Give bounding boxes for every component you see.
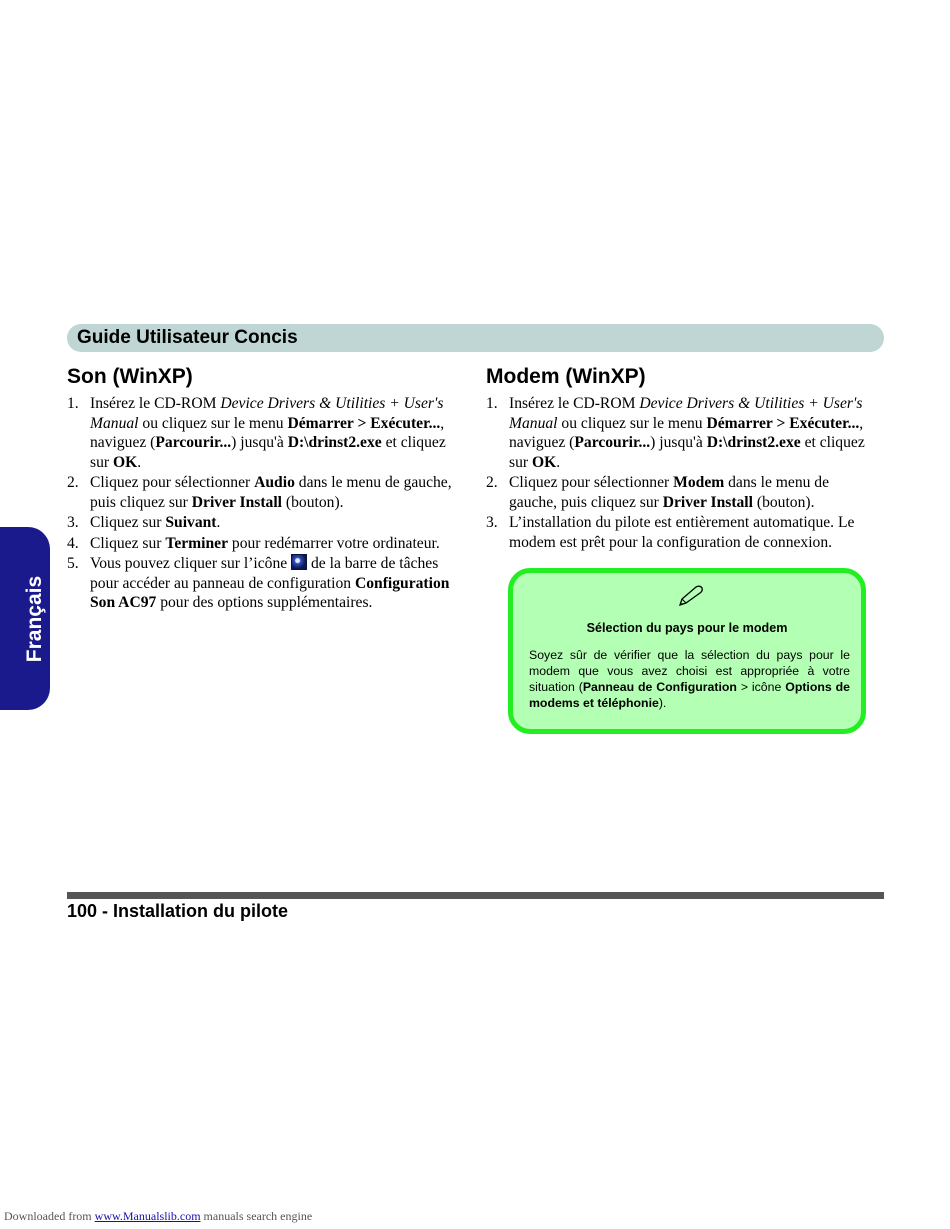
text-run: L’installation du pilote est entièrement automatique. Le modem est prêt pour la configuration de connexion. (509, 514, 855, 551)
text-run: . (137, 453, 142, 471)
text-run: Options de modems et téléphonie (529, 680, 850, 710)
text-run: ) jusqu'à (650, 434, 707, 451)
text-run: Soyez sûr de vérifier que la sélection du pays pour le modem que vous avez choisi est appropriée à votre situation ( (529, 648, 850, 694)
text-run: Terminer (165, 534, 229, 552)
text-run: Parcourir... (574, 434, 651, 451)
text-run: Audio (254, 474, 295, 491)
text-run: Cliquez pour sélectionner (509, 474, 674, 491)
step-number: 5. (67, 555, 79, 572)
modem-steps-list (486, 394, 878, 552)
step-item (486, 394, 878, 472)
text-run: Device Drivers & Utilities + User's Manual (509, 395, 863, 432)
text-run: Insérez le CD-ROM (509, 395, 640, 412)
step-number: 2. (486, 474, 498, 491)
text-run: (bouton). (752, 493, 815, 511)
text-run: dans le menu de gauche, puis cliquez sur (509, 474, 830, 511)
step-item (67, 554, 463, 613)
text-run: ). (658, 696, 667, 710)
text-run: OK (531, 453, 557, 471)
language-side-tab-label (20, 527, 50, 710)
text-run: et cliquez sur (509, 434, 865, 471)
text-run: Driver Install (662, 493, 753, 511)
step-item (67, 473, 463, 512)
step-number: 1. (486, 395, 498, 412)
text-run: Exécuter... (370, 414, 441, 432)
manualslib-link[interactable]: www.Manualslib.com (94, 1209, 201, 1223)
text-run: , naviguez ( (90, 414, 445, 451)
step-item (486, 473, 878, 512)
text-run: . (216, 514, 221, 531)
text-run: (bouton). (282, 493, 344, 511)
text-run: Cliquez sur (90, 534, 166, 552)
text-run: Driver Install (191, 493, 283, 511)
page-footer: 100 - Installation du pilote (67, 901, 289, 921)
step-item (67, 394, 463, 472)
text-run: Vous pouvez cliquer sur l’icône (90, 555, 292, 572)
text-run: Insérez le CD-ROM (90, 395, 221, 412)
step-item (67, 534, 463, 554)
download-watermark (4, 1209, 312, 1224)
text-run: ou cliquez sur le menu (557, 414, 707, 432)
text-run: Panneau de Configuration (582, 680, 737, 694)
text-run: et cliquez sur (90, 434, 446, 471)
text-run: Modem (673, 474, 725, 491)
step-item (67, 513, 463, 533)
text-run: Cliquez sur (90, 514, 166, 531)
text-run: Cliquez pour sélectionner (90, 474, 255, 491)
text-run: OK (112, 453, 138, 471)
text-run: Device Drivers & Utilities + User's Manual (90, 395, 444, 432)
son-section (67, 364, 463, 614)
step-number: 3. (486, 514, 498, 531)
watermark-prefix: Downloaded from (4, 1209, 95, 1223)
text-run: Parcourir... (155, 434, 232, 451)
text-run: dans le menu de gauche, puis cliquez sur (90, 474, 452, 511)
text-run: D:\drinst2.exe (706, 434, 801, 451)
text-run: Configuration Son AC97 (90, 574, 450, 611)
modem-heading: Modem (WinXP) (486, 365, 646, 388)
son-steps-list (67, 394, 463, 613)
text-run: > icône (736, 680, 786, 694)
text-run: pour redémarrer votre ordinateur. (228, 534, 440, 552)
step-number: 1. (67, 395, 79, 412)
son-heading: Son (WinXP) (67, 365, 193, 388)
step-number: 3. (67, 514, 79, 531)
audio-tray-icon (291, 554, 307, 570)
note-text (529, 647, 850, 711)
text-run: pour des options supplémentaires. (156, 594, 373, 611)
text-run: Suivant (165, 514, 217, 531)
step-number: 2. (67, 474, 79, 491)
footer-rule (67, 892, 884, 899)
page-header-title: Guide Utilisateur Concis (77, 327, 298, 348)
text-run: Exécuter... (789, 414, 860, 432)
text-run: , naviguez ( (509, 414, 864, 451)
text-run: . (556, 453, 561, 471)
text-run: ou cliquez sur le menu (138, 414, 288, 432)
watermark-suffix: manuals search engine (200, 1209, 313, 1223)
text-run: Démarrer > (287, 414, 371, 432)
text-run: D:\drinst2.exe (287, 434, 382, 451)
step-number: 4. (67, 534, 79, 552)
text-run: Démarrer > (706, 414, 790, 432)
language-label: Français (23, 575, 47, 662)
pen-icon (676, 585, 704, 612)
modem-section (486, 364, 878, 553)
step-item (486, 513, 878, 552)
note-title: Sélection du pays pour le modem (586, 621, 788, 635)
header-bar (67, 324, 884, 352)
note-box (508, 568, 866, 734)
text-run: de la barre de tâches pour accéder au panneau de configuration (90, 555, 439, 592)
text-run: ) jusqu'à (231, 434, 288, 451)
